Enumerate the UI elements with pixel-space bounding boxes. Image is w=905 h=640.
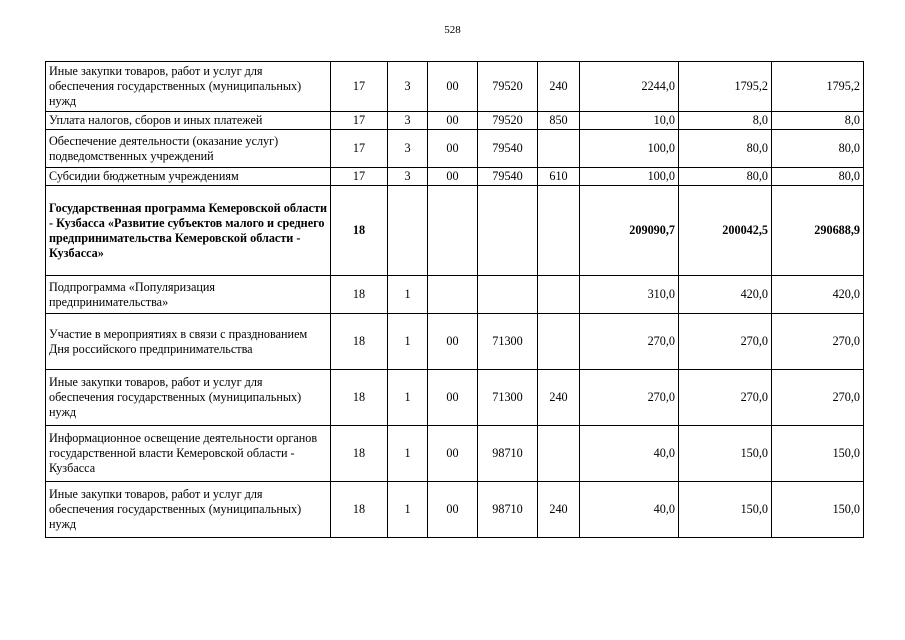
- row-code-4: 71300: [478, 370, 538, 426]
- row-code-5: 240: [538, 370, 580, 426]
- table-row: [46, 168, 864, 186]
- row-value-1: 2244,0: [580, 62, 679, 112]
- row-name: Уплата налогов, сборов и иных платежей: [46, 112, 331, 130]
- row-value-3: 80,0: [772, 130, 864, 168]
- row-value-2: 80,0: [679, 168, 772, 186]
- row-value-3: 290688,9: [772, 186, 864, 276]
- row-code-4: 79520: [478, 62, 538, 112]
- row-name: Информационное освещение деятельности органов государственной власти Кемеровской области - Кузбасса: [46, 426, 331, 482]
- row-code-3: 00: [428, 130, 478, 168]
- row-value-2: 270,0: [679, 370, 772, 426]
- row-code-5: [538, 186, 580, 276]
- row-value-1: 40,0: [580, 482, 679, 538]
- row-code-1: 18: [331, 370, 388, 426]
- row-code-5: 610: [538, 168, 580, 186]
- row-value-3: 150,0: [772, 426, 864, 482]
- row-code-3: [428, 186, 478, 276]
- row-value-3: 420,0: [772, 276, 864, 314]
- row-value-1: 100,0: [580, 168, 679, 186]
- row-value-2: 80,0: [679, 130, 772, 168]
- row-value-3: 1795,2: [772, 62, 864, 112]
- row-value-2: 1795,2: [679, 62, 772, 112]
- row-value-2: 420,0: [679, 276, 772, 314]
- row-code-1: 18: [331, 426, 388, 482]
- budget-table-body: [46, 62, 864, 538]
- row-value-1: 40,0: [580, 426, 679, 482]
- row-code-2: 1: [388, 276, 428, 314]
- table-row: [46, 186, 864, 276]
- row-code-3: 00: [428, 482, 478, 538]
- row-code-5: 240: [538, 62, 580, 112]
- row-code-3: 00: [428, 62, 478, 112]
- table-row: [46, 112, 864, 130]
- row-code-4: 79520: [478, 112, 538, 130]
- row-code-1: 17: [331, 62, 388, 112]
- row-value-2: 150,0: [679, 426, 772, 482]
- row-name: Иные закупки товаров, работ и услуг для обеспечения государственных (муниципальных) нужд: [46, 370, 331, 426]
- row-code-4: 98710: [478, 482, 538, 538]
- row-code-4: [478, 186, 538, 276]
- row-value-3: 270,0: [772, 314, 864, 370]
- row-code-2: 3: [388, 130, 428, 168]
- row-value-3: 80,0: [772, 168, 864, 186]
- row-value-3: 8,0: [772, 112, 864, 130]
- row-code-3: 00: [428, 426, 478, 482]
- row-code-4: 79540: [478, 130, 538, 168]
- row-code-5: [538, 130, 580, 168]
- row-code-4: 79540: [478, 168, 538, 186]
- row-name: Субсидии бюджетным учреждениям: [46, 168, 331, 186]
- row-value-1: 100,0: [580, 130, 679, 168]
- row-code-3: 00: [428, 112, 478, 130]
- row-code-2: 3: [388, 62, 428, 112]
- row-code-2: 1: [388, 314, 428, 370]
- row-code-1: 17: [331, 168, 388, 186]
- table-row: [46, 130, 864, 168]
- row-code-1: 18: [331, 314, 388, 370]
- row-name: Участие в мероприятиях в связи с празднованием Дня российского предпринимательства: [46, 314, 331, 370]
- row-code-5: [538, 426, 580, 482]
- row-code-4: 98710: [478, 426, 538, 482]
- row-code-2: 3: [388, 168, 428, 186]
- row-value-3: 270,0: [772, 370, 864, 426]
- table-row: [46, 426, 864, 482]
- table-row: [46, 370, 864, 426]
- row-code-1: 18: [331, 276, 388, 314]
- page-number: 528: [444, 24, 461, 36]
- row-value-1: 310,0: [580, 276, 679, 314]
- row-code-4: [478, 276, 538, 314]
- row-value-1: 270,0: [580, 370, 679, 426]
- row-value-3: 150,0: [772, 482, 864, 538]
- row-name: Государственная программа Кемеровской области - Кузбасса «Развитие субъектов малого и среднего предпринимательства Кемеровской области - Кузбасса»: [46, 186, 331, 276]
- row-name: Обеспечение деятельности (оказание услуг) подведомственных учреждений: [46, 130, 331, 168]
- row-code-1: 17: [331, 130, 388, 168]
- row-code-2: 1: [388, 426, 428, 482]
- row-value-2: 8,0: [679, 112, 772, 130]
- row-value-1: 10,0: [580, 112, 679, 130]
- row-code-5: [538, 276, 580, 314]
- row-code-1: 18: [331, 186, 388, 276]
- row-code-2: 1: [388, 370, 428, 426]
- row-code-4: 71300: [478, 314, 538, 370]
- row-code-1: 17: [331, 112, 388, 130]
- row-code-3: 00: [428, 314, 478, 370]
- row-code-3: 00: [428, 168, 478, 186]
- row-code-2: 1: [388, 482, 428, 538]
- table-row: [46, 276, 864, 314]
- table-row: [46, 314, 864, 370]
- row-name: Иные закупки товаров, работ и услуг для обеспечения государственных (муниципальных) нужд: [46, 482, 331, 538]
- row-code-2: 3: [388, 112, 428, 130]
- row-name: Иные закупки товаров, работ и услуг для обеспечения государственных (муниципальных) нужд: [46, 62, 331, 112]
- row-name: Подпрограмма «Популяризация предпринимательства»: [46, 276, 331, 314]
- row-value-1: 209090,7: [580, 186, 679, 276]
- table-row: [46, 62, 864, 112]
- row-code-3: [428, 276, 478, 314]
- row-value-2: 150,0: [679, 482, 772, 538]
- row-value-2: 270,0: [679, 314, 772, 370]
- row-code-2: [388, 186, 428, 276]
- row-code-5: 850: [538, 112, 580, 130]
- row-code-3: 00: [428, 370, 478, 426]
- row-code-1: 18: [331, 482, 388, 538]
- row-code-5: [538, 314, 580, 370]
- budget-table: [45, 61, 864, 538]
- row-value-1: 270,0: [580, 314, 679, 370]
- row-value-2: 200042,5: [679, 186, 772, 276]
- table-row: [46, 482, 864, 538]
- row-code-5: 240: [538, 482, 580, 538]
